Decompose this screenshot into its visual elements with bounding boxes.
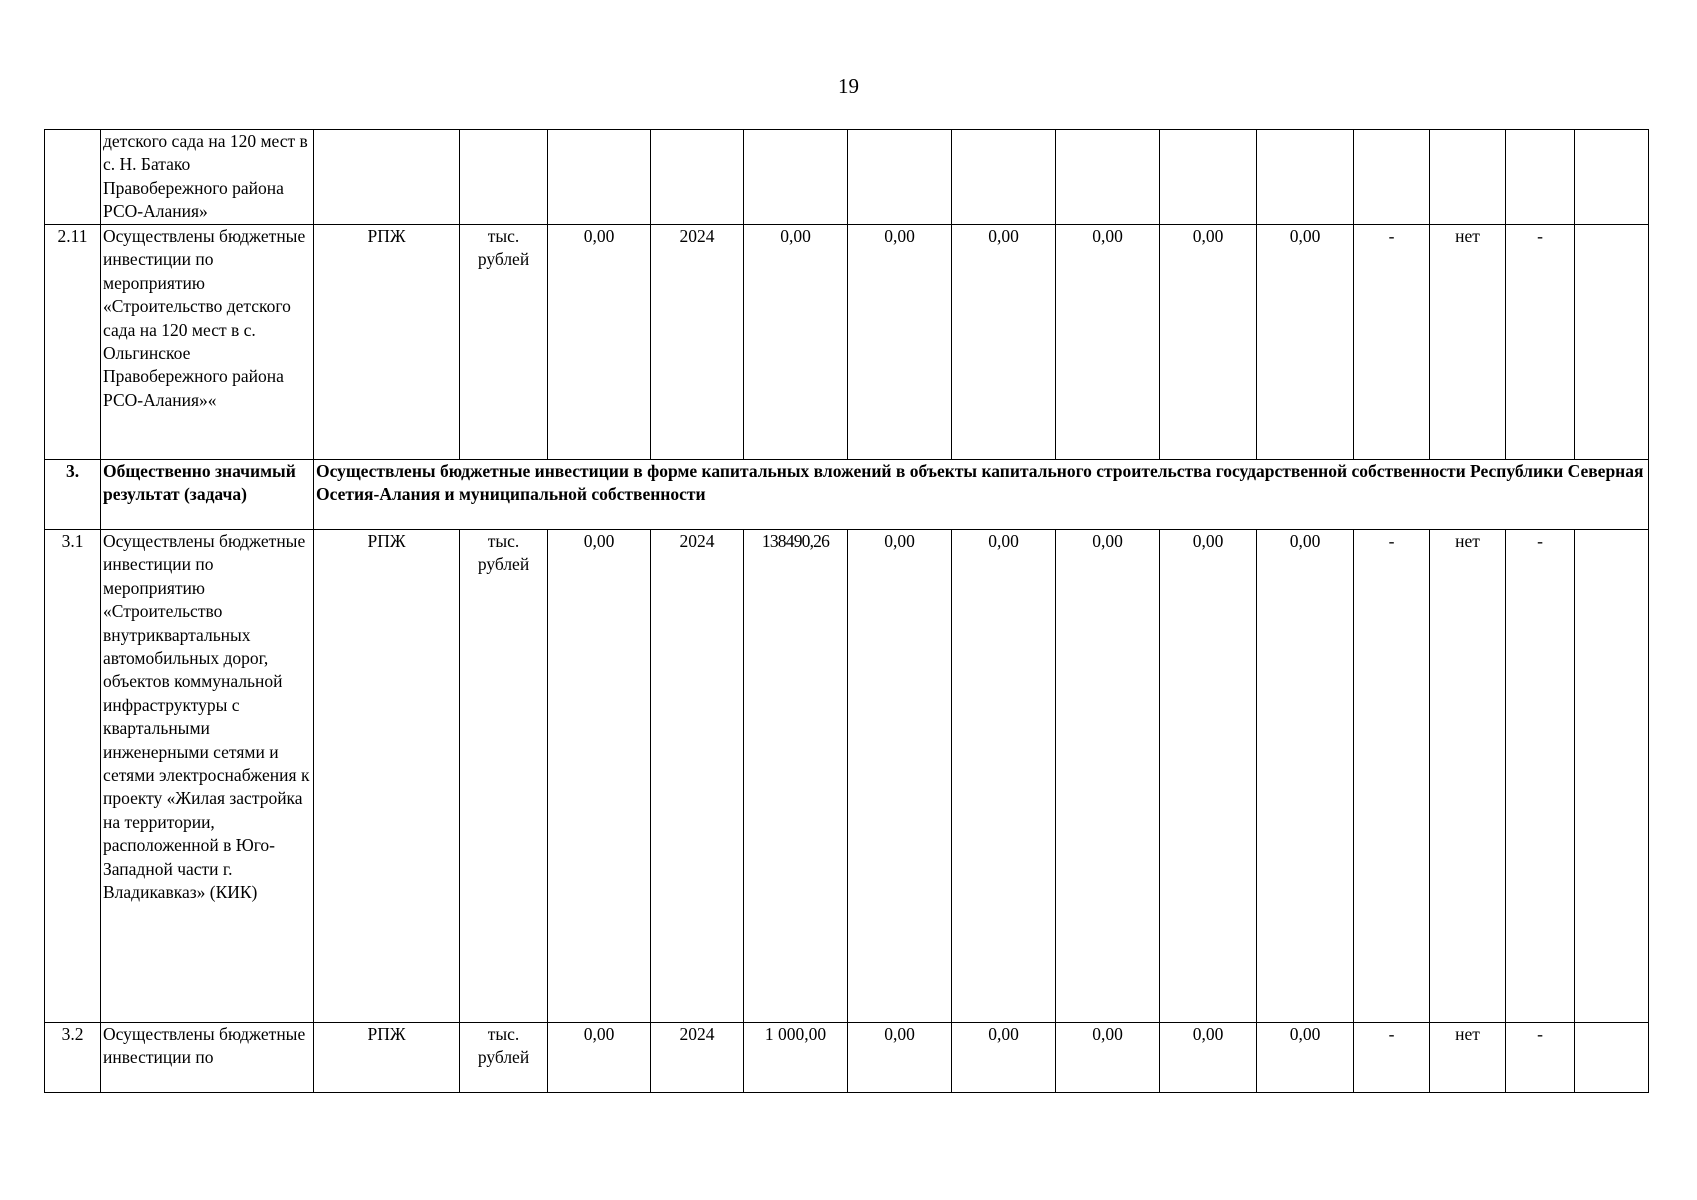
value-cell [848,130,952,225]
value-cell: 0,00 [744,225,848,460]
row-description: Осуществлены бюджетные инвестиции по мероприятию «Строительство внутриквартальных автомобильных дорог, объектов коммунальной инфраструктуры с квартальными инженерными сетями и сетями электроснабжения к проекту «Жилая застройка на территории, расположенной в Юго-Западной части г. Владикавказ» (КИК) [101,530,314,1023]
dash-cell: - [1354,530,1430,1023]
empty-cell [1575,1023,1649,1093]
flag-cell: нет [1430,225,1506,460]
dash-cell [1354,130,1430,225]
dash-cell: - [1506,1023,1575,1093]
flag-cell: нет [1430,1023,1506,1093]
dash-cell [1506,130,1575,225]
value-cell [1056,130,1160,225]
value-cell: 0,00 [1160,225,1257,460]
row-description: Осуществлены бюджетные инвестиции по [101,1023,314,1093]
unit-cell: тыс. рублей [460,225,548,460]
dash-cell: - [1354,225,1430,460]
unit-cell: тыс. рублей [460,530,548,1023]
responsible-cell: РПЖ [314,530,460,1023]
value-cell: 0,00 [952,530,1056,1023]
value-cell: 0,00 [952,1023,1056,1093]
table-row [45,530,1649,1023]
value-cell: 0,00 [1160,1023,1257,1093]
value-cell: 0,00 [1160,530,1257,1023]
responsible-cell [314,130,460,225]
unit-cell: тыс. рублей [460,1023,548,1093]
base-value-cell: 0,00 [548,225,651,460]
row-number [45,130,101,225]
task-row [45,460,1649,530]
table-row [45,130,1649,225]
value-cell: 138490,26 [744,530,848,1023]
responsible-cell: РПЖ [314,225,460,460]
value-cell: 0,00 [1257,1023,1354,1093]
row-description: Осуществлены бюджетные инвестиции по мероприятию «Строительство детского сада на 120 мест в с. Ольгинское Правобережного района РСО-Алания»« [101,225,314,460]
responsible-cell: РПЖ [314,1023,460,1093]
base-value-cell [548,130,651,225]
empty-cell [1575,130,1649,225]
row-number: 3.2 [45,1023,101,1093]
task-label: Общественно значимый результат (задача) [101,460,314,530]
table-row [45,225,1649,460]
year-cell [651,130,744,225]
row-number: 3.1 [45,530,101,1023]
year-cell: 2024 [651,1023,744,1093]
value-cell [744,130,848,225]
task-number: 3. [45,460,101,530]
value-cell [1257,130,1354,225]
dash-cell: - [1506,530,1575,1023]
value-cell [952,130,1056,225]
value-cell: 0,00 [848,1023,952,1093]
task-text: Осуществлены бюджетные инвестиции в форме капитальных вложений в объекты капитального строительства государственной собственности Республики Северная Осетия-Алания и муниципальной собственности [314,460,1649,530]
value-cell: 0,00 [848,530,952,1023]
value-cell: 0,00 [1056,530,1160,1023]
value-cell: 0,00 [1056,225,1160,460]
results-table [44,129,1649,1093]
empty-cell [1575,225,1649,460]
dash-cell: - [1506,225,1575,460]
value-cell: 0,00 [952,225,1056,460]
year-cell: 2024 [651,225,744,460]
page-number: 19 [838,74,859,98]
empty-cell [1575,530,1649,1023]
value-cell: 0,00 [1257,225,1354,460]
value-cell [1160,130,1257,225]
row-description: детского сада на 120 мест в с. Н. Батако Правобережного района РСО-Алания» [101,130,314,225]
value-cell: 0,00 [848,225,952,460]
flag-cell: нет [1430,530,1506,1023]
year-cell: 2024 [651,530,744,1023]
flag-cell [1430,130,1506,225]
table-row [45,1023,1649,1093]
row-number: 2.11 [45,225,101,460]
value-cell: 0,00 [1257,530,1354,1023]
base-value-cell: 0,00 [548,530,651,1023]
unit-cell [460,130,548,225]
dash-cell: - [1354,1023,1430,1093]
base-value-cell: 0,00 [548,1023,651,1093]
value-cell: 1 000,00 [744,1023,848,1093]
value-cell: 0,00 [1056,1023,1160,1093]
